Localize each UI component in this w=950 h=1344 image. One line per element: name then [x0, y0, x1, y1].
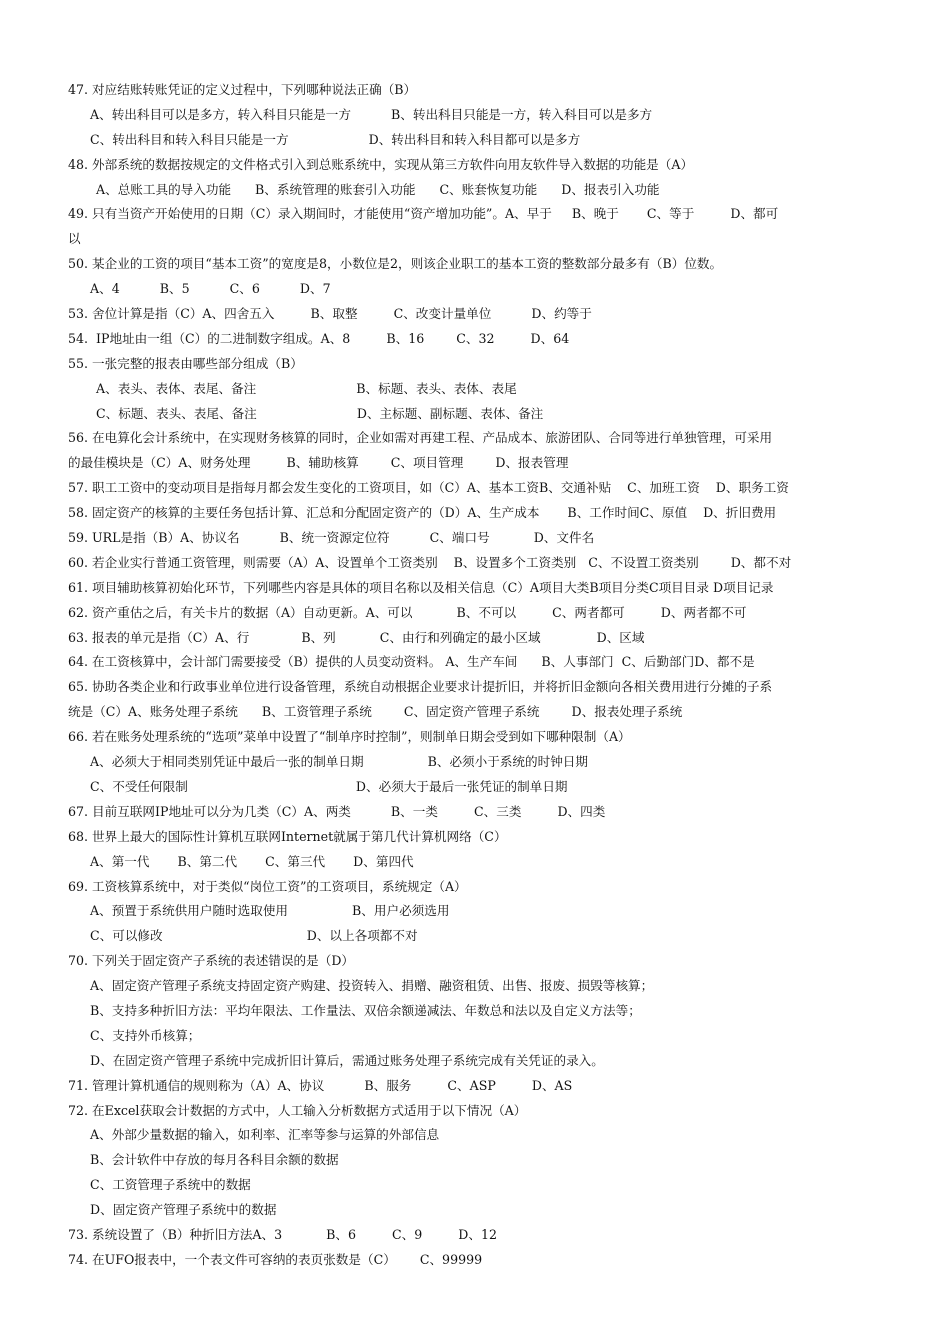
- text-line: A、外部少量数据的输入，如利率、汇率等参与运算的外部信息: [90, 1127, 440, 1143]
- text-line: B、会计软件中存放的每月各科目余额的数据: [90, 1152, 339, 1168]
- text-line: 64. 在工资核算中，会计部门需要接受（B）提供的人员变动资料。 A、生产车间 B、人事部门 C、后勤部门D、都不是: [68, 654, 755, 670]
- text-line: B、支持多种折旧方法：平均年限法、工作量法、双倍余额递减法、年数总和法以及自定义方法等；: [90, 1002, 641, 1018]
- text-line: 58. 固定资产的核算的主要任务包括计算、汇总和分配固定资产的（D）A、生产成本 B、工作时间C、原值 D、折旧费用: [68, 505, 777, 521]
- text-line: A、第一代 B、第二代 C、第三代 D、第四代: [90, 853, 414, 869]
- text-line: A、表头、表体、表尾、备注 B、标题、表头、表体、表尾: [96, 380, 517, 396]
- text-line: 70. 下列关于固定资产子系统的表述错误的是（D）: [68, 953, 355, 969]
- text-line: D、固定资产管理子系统中的数据: [90, 1202, 277, 1218]
- text-line: C、不受任何限制 D、必须大于最后一张凭证的制单日期: [90, 778, 568, 794]
- text-line: 56. 在电算化会计系统中，在实现财务核算的同时，企业如需对再建工程、产品成本、旅游团队、合同等进行单独管理，可采用: [68, 430, 773, 446]
- text-line: 66. 若在账务处理系统的“选项”菜单中设置了“制单序时控制”，则制单日期会受到如下哪种限制（A）: [68, 729, 631, 745]
- text-line: 68. 世界上最大的国际性计算机互联网Internet就属于第几代计算机网络（C）: [68, 828, 507, 844]
- text-line: A、固定资产管理子系统支持固定资产购建、投资转入、捐赠、融资租赁、出售、报废、损毁等核算；: [90, 978, 654, 994]
- text-line: 74. 在UFO报表中，一个表文件可容纳的表页张数是（C） C、99999: [68, 1251, 483, 1267]
- text-line: 72. 在Excel获取会计数据的方式中，人工输入分析数据方式适用于以下情况（A）: [68, 1102, 527, 1118]
- text-line: 59. URL是指（B）A、协议名 B、统一资源定位符 C、端口号 D、文件名: [68, 530, 595, 546]
- text-line: 统是（C）A、账务处理子系统 B、工资管理子系统 C、固定资产管理子系统 D、报表处理子系统: [68, 704, 683, 720]
- text-line: 61. 项目辅助核算初始化环节，下列哪些内容是具体的项目名称以及相关信息（C）A项目大类B项目分类C项目目录 D项目记录: [68, 579, 774, 595]
- text-line: D、在固定资产管理子系统中完成折旧计算后，需通过账务处理子系统完成有关凭证的录入。: [90, 1052, 604, 1068]
- text-line: 以: [68, 231, 81, 247]
- text-line: 48. 外部系统的数据按规定的文件格式引入到总账系统中，实现从第三方软件向用友软件导入数据的功能是（A）: [68, 156, 694, 172]
- text-line: C、转出科目和转入科目只能是一方 D、转出科目和转入科目都可以是多方: [90, 131, 581, 147]
- text-line: C、可以修改 D、以上各项都不对: [90, 928, 418, 944]
- text-line: A、总账工具的导入功能 B、系统管理的账套引入功能 C、账套恢复功能 D、报表引入功能: [96, 181, 660, 197]
- text-line: 67. 目前互联网IP地址可以分为几类（C）A、两类 B、一类 C、三类 D、四类: [68, 803, 606, 819]
- text-line: 62. 资产重估之后，有关卡片的数据（A）自动更新。A、可以 B、不可以 C、两者都可 D、两者都不可: [68, 604, 747, 620]
- text-line: 65. 协助各类企业和行政事业单位进行设备管理，系统自动根据企业要求计提折旧，并将折旧金额向各相关费用进行分摊的子系: [68, 679, 773, 695]
- text-line: 47. 对应结账转账凭证的定义过程中，下列哪种说法正确（B）: [68, 82, 417, 97]
- text-line: 60. 若企业实行普通工资管理，则需要（A）A、设置单个工资类别 B、设置多个工资类别 C、不设置工资类别 D、都不对: [68, 554, 792, 570]
- text-line: A、预置于系统供用户随时选取使用 B、用户必须选用: [90, 903, 450, 919]
- text-line: A、4 B、5 C、6 D、7: [90, 281, 331, 297]
- text-line: 73. 系统设置了（B）种折旧方法A、3 B、6 C、9 D、12: [68, 1226, 498, 1242]
- text-line: A、必须大于相同类别凭证中最后一张的制单日期 B、必须小于系统的时钟日期: [90, 754, 588, 770]
- text-line: 69. 工资核算系统中，对于类似“岗位工资”的工资项目，系统规定（A）: [68, 878, 467, 894]
- text-line: 57. 职工工资中的变动项目是指每月都会发生变化的工资项目，如（C）A、基本工资B、交通补贴 C、加班工资 D、职务工资: [68, 480, 789, 496]
- text-line: 的最佳模块是（C）A、财务处理 B、辅助核算 C、项目管理 D、报表管理: [68, 455, 569, 471]
- document-body: [68, 78, 888, 1273]
- text-line: 71. 管理计算机通信的规则称为（A）A、协议 B、服务 C、ASP D、AS: [68, 1077, 573, 1093]
- text-line: 49. 只有当资产开始使用的日期（C）录入期间时，才能使用“资产增加功能”。A、早于 B、晚于 C、等于 D、都可: [68, 206, 779, 222]
- text-line: 50. 某企业的工资的项目“基本工资”的宽度是8，小数位是2，则该企业职工的基本工资的整数部分最多有（B）位数。: [68, 256, 723, 272]
- text-line: 55. 一张完整的报表由哪些部分组成（B）: [68, 355, 303, 371]
- text-line: C、支持外币核算；: [90, 1027, 201, 1043]
- text-line: 54. IP地址由一组（C）的二进制数字组成。A、8 B、16 C、32 D、64: [68, 330, 570, 346]
- text-line: A、转出科目可以是多方，转入科目只能是一方 B、转出科目只能是一方，转入科目可以是多方: [90, 106, 653, 122]
- text-line: 63. 报表的单元是指（C）A、行 B、列 C、由行和列确定的最小区域 D、区域: [68, 629, 645, 645]
- text-line: C、标题、表头、表尾、备注 D、主标题、副标题、表体、备注: [96, 405, 544, 421]
- text-line: 53. 舍位计算是指（C）A、四舍五入 B、取整 C、改变计量单位 D、约等于: [68, 306, 592, 322]
- text-line: C、工资管理子系统中的数据: [90, 1177, 251, 1193]
